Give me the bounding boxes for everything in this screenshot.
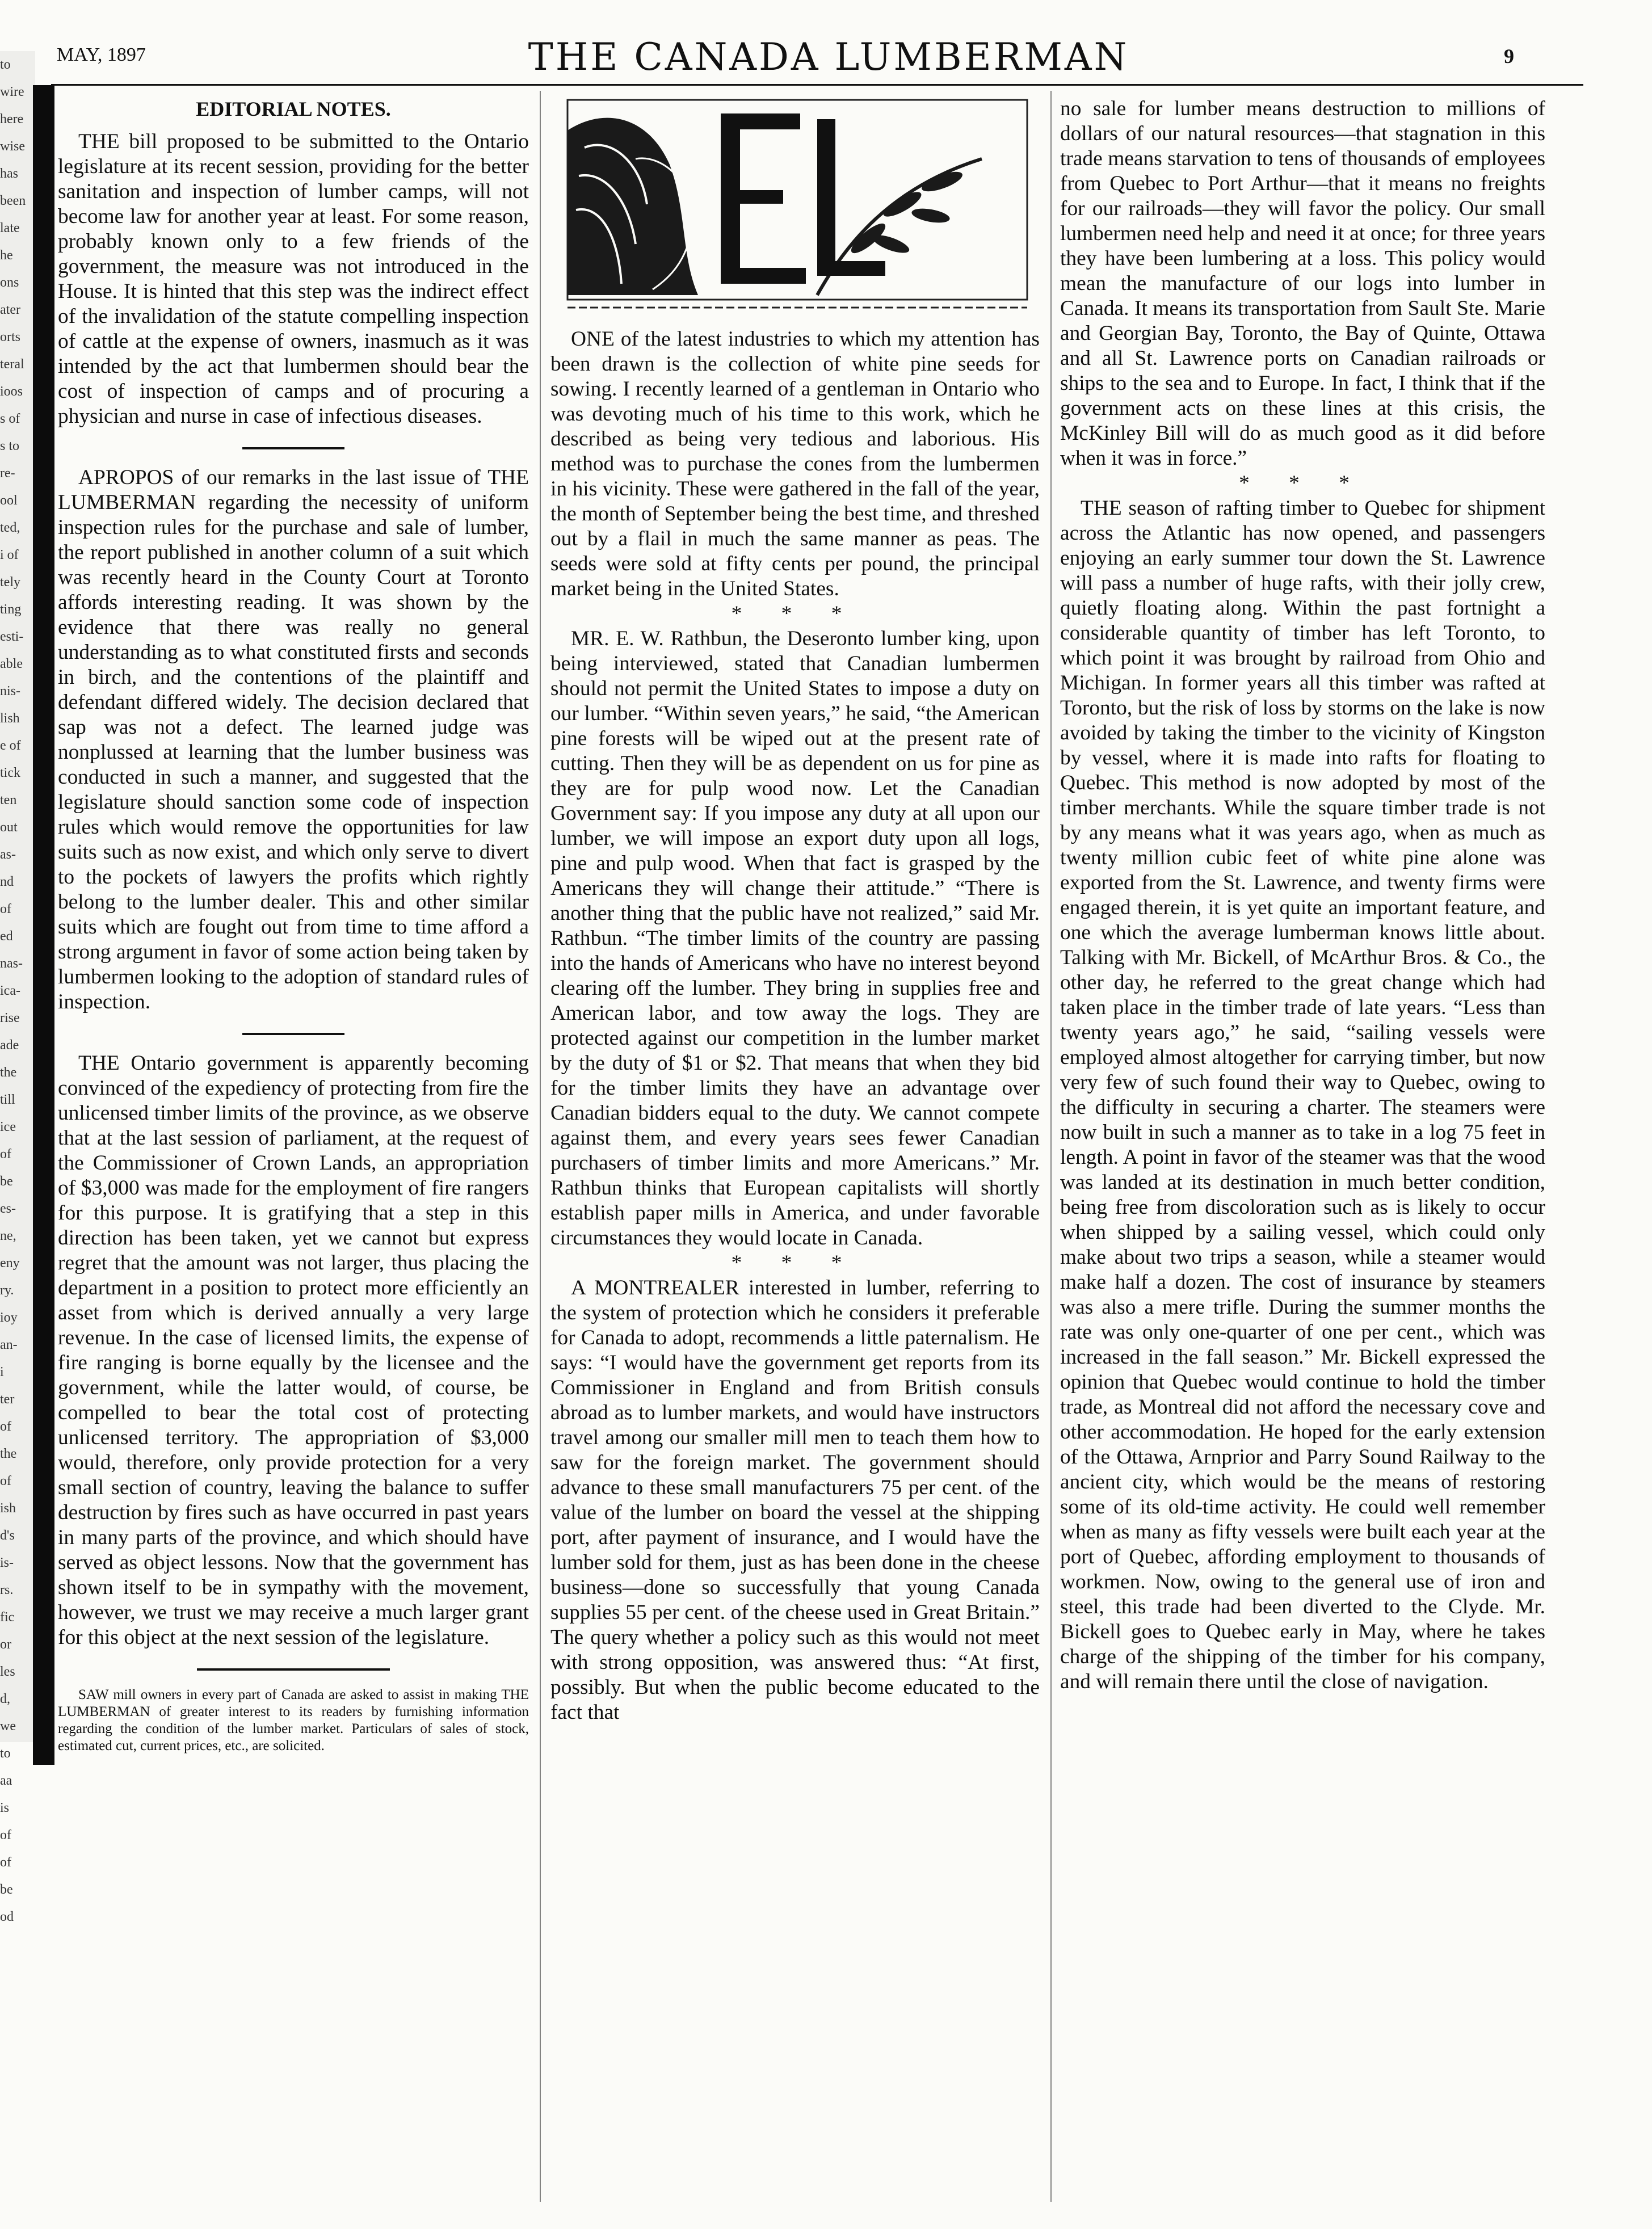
margin-fragment: s of <box>0 411 20 426</box>
column-3 <box>1060 96 1545 1694</box>
margin-fragment: of <box>0 1828 11 1843</box>
margin-fragment: till <box>0 1092 15 1107</box>
margin-fragment: the <box>0 1446 17 1461</box>
margin-fragment: nas- <box>0 956 23 971</box>
margin-fragment: ry. <box>0 1283 14 1298</box>
margin-fragment: ne, <box>0 1229 16 1243</box>
paragraph-sanitation: THE bill proposed to be submitted to the Ontario legislature at its recent session, providing for the better sanitation and inspection of lumber camps, will not become law for another year at least. For some reason, probably known only to a few friends of the government, the measure was not introduced in the House. It is hinted that this step was the indirect effect of the invalidation of the statute compelling inspection of cattle at the expense of owners, inasmuch as it was intended by the act that lumbermen should bear the cost of inspection of camps and of procuring a physician and nurse in case of infectious diseases. <box>58 130 529 428</box>
paragraph-continued: no sale for lumber means destruction to millions of dollars of our natural resources—that stagnation in this trade means starvation to tens of thousands of employees from Quebec to Port Arthur—that it means no freights for our railroads—they will favor the policy. Our small lumbermen need help and need it at once; for three years they have been lumbering at a loss. This policy would mean the manufacture of our logs into lumber in Canada. It means its transportation from Sault Ste. Marie and Georgian Bay, Toronto, the Bay of Quinte, Ottawa and all St. Lawrence ports on Canadian railroads or ships to the sea and to Europe. In fact, I think that if the government acts on these lines at this crisis, the McKinley Bill will do as much good as it did before when it was in force.” <box>1060 97 1545 470</box>
margin-fragment: wire <box>0 85 24 99</box>
margin-fragment: ting <box>0 602 22 617</box>
margin-fragment: of <box>0 1419 11 1434</box>
margin-fragment: to <box>0 1746 11 1761</box>
column-2 <box>550 96 1040 1725</box>
margin-fragment: orts <box>0 330 20 344</box>
margin-fragment: late <box>0 221 20 235</box>
paragraph-pine-seeds: ONE of the latest industries to which my attention has been drawn is the collection of white pine seeds for sowing. I recently learned of a gentleman in Ontario who was devoting much of his time to this work, which he described as being very tedious and laborious. His method was to purchase the cones from the lumbermen in his vicinity. These were gathered in the fall of the year, the month of September being the best time, and threshed out by a flail in much the same manner as peas. The seeds were sold at fifty cents per pound, the principal market being in the United States. <box>550 327 1040 600</box>
margin-fragment: e of <box>0 738 21 753</box>
margin-fragment: of <box>0 1855 11 1870</box>
margin-fragment: rs. <box>0 1583 14 1597</box>
margin-fragment: lish <box>0 711 20 726</box>
column-rule <box>1050 91 1052 2202</box>
margin-fragment: od <box>0 1910 14 1924</box>
decorative-illustration <box>550 96 1039 309</box>
margin-fragment: esti- <box>0 629 24 644</box>
margin-fragment: teral <box>0 357 24 372</box>
margin-fragment: ons <box>0 275 19 290</box>
margin-fragment: re- <box>0 466 15 481</box>
margin-fragment: fic <box>0 1610 15 1625</box>
notice-paragraph: SAW mill owners in every part of Canada are asked to assist in making THE LUMBERMAN of greater interest to its readers by furnishing information regarding the condition of the lumber market. Particulars of sales of stock, estimated cut, current prices, etc., are solicited. <box>58 1687 529 1753</box>
margin-fragment: able <box>0 657 23 671</box>
separator <box>58 435 529 460</box>
margin-fragment: ater <box>0 302 20 317</box>
margin-fragment: wise <box>0 139 25 154</box>
margin-fragment: be <box>0 1882 13 1897</box>
margin-fragment: d, <box>0 1692 10 1706</box>
margin-fragment: ioy <box>0 1310 18 1325</box>
margin-fragment: ten <box>0 793 17 808</box>
section-heading: EDITORIAL NOTES. <box>196 98 391 120</box>
margin-fragment: the <box>0 1065 17 1080</box>
margin-fragment: out <box>0 820 18 835</box>
separator <box>58 1656 529 1681</box>
margin-fragment: nd <box>0 874 14 889</box>
margin-fragment: eny <box>0 1256 20 1271</box>
margin-fragment: tely <box>0 575 20 590</box>
margin-fragment: been <box>0 194 26 208</box>
margin-fragment: ted, <box>0 520 20 535</box>
masthead-title: THE CANADA LUMBERMAN <box>528 35 1129 79</box>
margin-fragment: of <box>0 902 11 916</box>
margin-fragment: i of <box>0 548 19 562</box>
column-1 <box>58 96 529 1755</box>
margin-fragment: rise <box>0 1011 20 1025</box>
page-number: 9 <box>1504 45 1514 68</box>
margin-fragment: ed <box>0 929 13 944</box>
margin-fragment: has <box>0 166 18 181</box>
margin-fragment: i <box>0 1365 4 1380</box>
margin-fragment: is- <box>0 1555 14 1570</box>
margin-fragment: aa <box>0 1773 12 1788</box>
section-break: * * * <box>731 1251 859 1275</box>
margin-fragment: we <box>0 1719 16 1734</box>
binding-shadow <box>33 85 54 1765</box>
paragraph-rafting-timber: THE season of rafting timber to Quebec for shipment across the Atlantic has now opened, and passengers enjoying an early summer tour down the St. Lawrence will pass a number of huge rafts, with their jolly crew, quietly floating along. Within the past fortnight a considerable quantity of timber has left Toronto, to which point it was brought by railroad from Ohio and Michigan. In former years all this timber was rafted at Toronto, but the risk of loss by storms on the lake is now avoided by taking the timber to the vicinity of Kingston by vessel, where it is made into rafts for floating to Quebec. This method is now adopted by most of the timber merchants. While the square timber trade is not by any means what it was years ago, when as much as twenty million cubic feet of white pine alone was exported from the St. Lawrence, and twenty firms were engaged therein, it is yet quite an important feature, and one which the average lumberman knows little about. Talking with Mr. Bickell, of McArthur Bros. & Co., the other day, he referred to the great change which had taken place in the timber trade of late years. “Less than twenty years ago,” he said, “sailing vessels were employed almost altogether for carrying timber, but now very few of such found their way to Quebec, owing to the difficulty in securing a charter. The steamers were now built in such a manner as to take in a log 75 feet in length. A point in favor of the steamer was that the wood was landed at its destination in much better condition, being free from discoloration such as is likely to occur when shipped by a sailing vessel, which could only make about two trips a season, while a steamer would make half a dozen. The cost of insurance by steamers was also a mere trifle. During the summer months the rate was only one-quarter of one per cent., which was increased in the fall season.” Mr. Bickell expressed the opinion that Quebec would continue to hold the timber trade, as Montreal did not afford the necessary cove and other accommodation. He hoped for the early extension of the Ottawa, Arnprior and Parry Sound Railway to the ancient city, which would be the means of restoring some of its old-time activity. He could well remember when as many as fifty vessels were built each year at the port of Quebec, affording employment to thousands of workmen. Now, owing to the general use of iron and steel, this trade had been diverted to the Clyde. Mr. Bickell goes to Quebec early in May, where he takes charge of the shipping of the timber for his company, and will remain there until the close of navigation. <box>1060 497 1545 1693</box>
header-rule <box>51 84 1583 86</box>
margin-fragment: ica- <box>0 983 20 998</box>
margin-fragment: to <box>0 57 11 72</box>
separator <box>58 1020 529 1045</box>
margin-fragment: les <box>0 1664 15 1679</box>
margin-fragment: ioos <box>0 384 23 399</box>
paragraph-fire-rangers: THE Ontario government is apparently becoming convinced of the expediency of protecting from fire the unlicensed timber limits of the province, as we observe that at the last session of parliament, at the request of the Commissioner of Crown Lands, an appropriation of $3,000 was made for the employment of fire rangers for this purpose. It is gratifying that a step in this direction has been taken, yet we cannot but express regret that the amount was not larger, thus placing the department in a position to protect more efficiently an asset from which is derived annually a very large revenue. In the case of licensed limits, the expense of fire ranging is borne equally by the licensee and the government, while the latter would, of course, be compelled to bear the total cost of protecting unlicensed territory. The appropriation of $3,000 would, therefore, only provide protection for a very small section of country, leaving the balance to suffer destruction by fires such as have occurred in past years in many parts of the province, and which should have served as object lessons. Now that the government has shown itself to be in sympathy with the movement, however, we trust we may receive a much larger grant for this object at the next session of the legislature. <box>58 1052 529 1649</box>
margin-fragment: an- <box>0 1338 18 1352</box>
margin-fragment: he <box>0 248 13 263</box>
margin-fragment: or <box>0 1637 11 1652</box>
margin-fragment: of <box>0 1147 11 1162</box>
margin-fragment: here <box>0 112 24 127</box>
margin-fragment: tick <box>0 766 20 780</box>
margin-fragment: of <box>0 1474 11 1488</box>
margin-fragment: ter <box>0 1392 15 1407</box>
margin-fragment: es- <box>0 1201 16 1216</box>
margin-fragment: d's <box>0 1528 15 1543</box>
paragraph-rathbun: MR. E. W. Rathbun, the Deseronto lumber king, upon being interviewed, stated that Canadian lumbermen should not permit the United States to impose a duty on our lumber. “Within seven years,” he said, “the American pine forests will be wiped out at the present rate of cutting. Then they will be as dependent on us for pine as they are for pulp wood now. Let the Canadian Government say: If you impose any duty at all upon our lumber, we will impose an export duty upon all logs, pine and pulp wood. When that fact is grasped by the Americans they will change their attitude.” “There is another thing that the public have not realized,” said Mr. Rathbun. “The timber limits of the country are passing into the hands of Americans who have no interest beyond clearing off the lumber. They bring in supplies free and American labor, and tow away the logs. They are protected against our competition in the lumber market by the duty of $1 or $2. That means that when they bid for the timber limits they have an advantage over Canadian bidders equal to the duty. We cannot compete against them, and every years sees fewer Canadian purchasers of timber limits and more Americans.” Mr. Rathbun thinks that European capitalists will shortly establish paper mills in America, and under favorable circumstances they would locate in Canada. <box>550 627 1040 1250</box>
margin-fragment: ade <box>0 1038 19 1053</box>
margin-fragment: ish <box>0 1501 16 1516</box>
margin-fragment: is <box>0 1801 10 1815</box>
margin-fragment: ice <box>0 1120 16 1134</box>
margin-fragment: nis- <box>0 684 20 699</box>
margin-fragment: as- <box>0 847 16 862</box>
margin-fragment: be <box>0 1174 13 1189</box>
margin-fragment: ool <box>0 493 18 508</box>
issue-date: MAY, 1897 <box>57 44 146 65</box>
section-break: * * * <box>731 602 859 625</box>
section-break: * * * <box>1239 472 1367 495</box>
adjacent-page-margin <box>0 51 33 1931</box>
column-rule <box>540 91 541 2202</box>
paragraph-inspection-rules: APROPOS of our remarks in the last issue of THE LUMBERMAN regarding the necessity of uniform inspection rules for the purchase and sale of lumber, the report published in another column of a suit which was recently heard in the County Court at Toronto affords interesting reading. It was shown by the evidence that there was really no general understanding as to what constituted firsts and seconds in birch, and the contentions of the plaintiff and defendant differed widely. The decision declared that sap was not a defect. The learned judge was nonplussed at learning that the lumber business was conducted in such a manner, and suggested that the legislature should sanction some code of inspection rules which would remove the opportunities for law suits such as now exist, and which only serve to divert to the pockets of lawyers the profits which rightly belong to the lumber dealer. This and other similar suits which are fought out from time to time afford a strong argument in favor of some action being taken by lumbermen looking to the adoption of standard rules of inspection. <box>58 466 529 1013</box>
paragraph-montrealer: A MONTREALER interested in lumber, referring to the system of protection which he considers it preferable for Canada to adopt, recommends a little paternalism. He says: “I would have the government get reports from its Commissioner in England and from British consuls abroad as to lumber markets, and would have instructors travel among our smaller mill men to teach them how to saw for the foreign market. The government should advance to these small manufacturers 75 per cent. of the value of the lumber on board the vessel at the shipping port, after payment of insurance, and I would have the lumber sold for them, just as has been done in the cheese business—done so successfully that young Canada supplies 55 per cent. of the cheese used in Great Britain.” The query whether a policy such as this would not meet with strong opposition, was answered thus: “At first, possibly. But when the public become educated to the fact that <box>550 1276 1040 1724</box>
margin-fragment: s to <box>0 439 20 453</box>
